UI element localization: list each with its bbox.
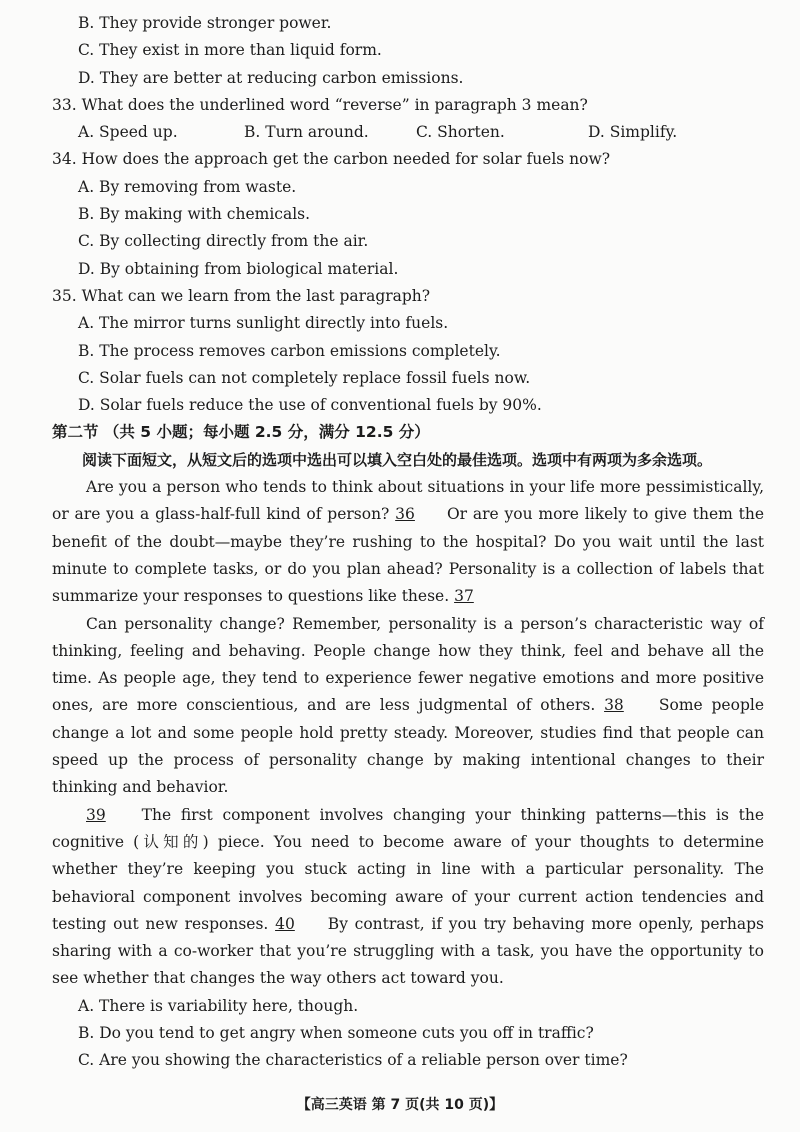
- blank-38: 38: [604, 696, 624, 715]
- q35-option-b: B. The process removes carbon emissions completely.: [78, 341, 501, 360]
- q34-stem: 34. How does the approach get the carbon needed for solar fuels now?: [52, 150, 611, 169]
- blank-39: 39: [86, 805, 106, 824]
- passage-text: By contrast, if you try behaving more openly, perhaps sharing with a co-worker that you’re struggling with a task, you have the opportunity to see whether that changes the way others act toward you.: [52, 914, 764, 988]
- passage-text: The first component involves changing your thinking patterns—this is the cognitive (认知的) piece. You need to become aware of your thoughts to determine whether they’re keeping you stuck acting in line with a particular personality. The behavioral component involves becoming aware of your current action tendencies and testing out new responses.: [52, 805, 764, 933]
- section-heading: 第二节 （共 5 小题；每小题 2.5 分，满分 12.5 分）: [52, 423, 430, 442]
- page-footer: 【高三英语 第 7 页(共 10 页)】: [296, 1097, 504, 1113]
- q34-option-d: D. By obtaining from biological material.: [78, 259, 399, 278]
- q33-options: [52, 119, 764, 146]
- q33-option-b: B. Turn around.: [244, 123, 369, 142]
- passage-text: Some people change a lot and some people hold pretty steady. Moreover, studies find that people can speed up the process of personality change by making intentional changes to their thinking and behavior.: [52, 696, 764, 797]
- q35-option-d: D. Solar fuels reduce the use of conventional fuels by 90%.: [78, 396, 542, 415]
- passage-text: Can personality change? Remember, personality is a person’s characteristic way of thinking, feeling and behaving. People change how they think, feel and behave all the time. As people age, they tend to experience fewer negative emotions and more positive ones, are more conscientious, and are less judgmental of others.: [52, 614, 764, 715]
- passage-text: Or are you more likely to give them the benefit of the doubt—maybe they’re rushing to the hospital? Do you wait until the last minute to complete tasks, or do you plan ahead? Personality is a collection of labels that summarize your responses to questions like these.: [52, 505, 765, 606]
- q35-stem: 35. What can we learn from the last paragraph?: [52, 286, 431, 305]
- passage-text: Are you a person who tends to think about situations in your life more pessimistically, or are you a glass-half-full kind of person?: [52, 478, 764, 524]
- q33-stem: 33. What does the underlined word “reverse” in paragraph 3 mean?: [52, 95, 588, 114]
- q33-option-a: A. Speed up.: [78, 123, 178, 142]
- passage-paragraph-3: [52, 802, 764, 993]
- blank-40: 40: [275, 914, 295, 933]
- q32-option-b: B. They provide stronger power.: [78, 14, 332, 32]
- q34-option-a: A. By removing from waste.: [78, 177, 297, 196]
- q34-option-b: B. By making with chemicals.: [78, 205, 311, 224]
- answer-option-a: A. There is variability here, though.: [78, 996, 359, 1015]
- q34-option-c: C. By collecting directly from the air.: [78, 232, 369, 251]
- q35-option-c: C. Solar fuels can not completely replace fossil fuels now.: [78, 368, 531, 387]
- q32-option-c: C. They exist in more than liquid form.: [78, 41, 382, 60]
- q33-option-c: C. Shorten.: [416, 123, 505, 142]
- passage-paragraph-2: [52, 611, 764, 802]
- answer-option-b: B. Do you tend to get angry when someone cuts you off in traffic?: [78, 1023, 594, 1042]
- q35-option-a: A. The mirror turns sunlight directly into fuels.: [78, 314, 449, 333]
- answer-option-c: C. Are you showing the characteristics of a reliable person over time?: [78, 1051, 628, 1070]
- blank-36: 36: [395, 505, 415, 524]
- passage-paragraph-1: [52, 474, 764, 610]
- blank-37: 37: [454, 587, 474, 606]
- section-instruction: 阅读下面短文，从短文后的选项中选出可以填入空白处的最佳选项。选项中有两项为多余选项。: [82, 450, 713, 469]
- q33-option-d: D. Simplify.: [588, 123, 678, 142]
- q32-option-d: D. They are better at reducing carbon emissions.: [78, 68, 464, 87]
